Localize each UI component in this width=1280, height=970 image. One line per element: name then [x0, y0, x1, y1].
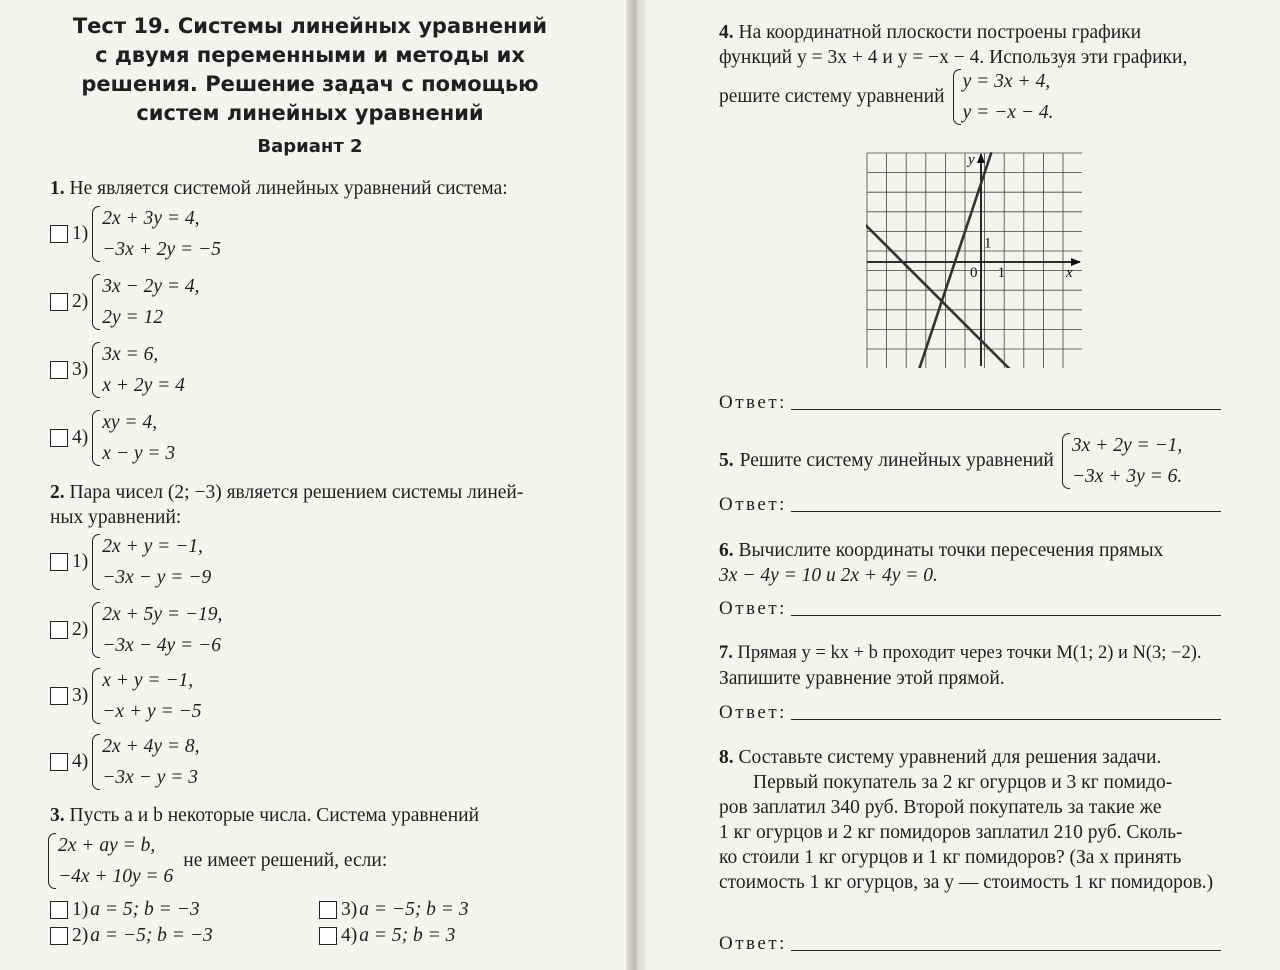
question-text: решите систему уравнений	[719, 86, 945, 107]
option-label: 1)	[72, 223, 89, 244]
title-line: систем линейных уравнений	[136, 101, 484, 125]
option-label: 2)	[72, 291, 89, 312]
equation-system	[953, 66, 1054, 128]
test-title	[40, 12, 580, 128]
q4-system-row	[719, 66, 1053, 128]
equation: −4x + 10y = 6	[58, 866, 174, 887]
answer-label: Ответ:	[719, 598, 787, 619]
equation-system	[92, 599, 222, 661]
question-1	[50, 176, 508, 201]
equation-system	[92, 531, 211, 593]
equation-system	[92, 203, 221, 265]
equation: x + 2y = 4	[102, 375, 185, 396]
equation: x − y = 3	[102, 443, 176, 464]
q1-option-3[interactable]	[50, 339, 185, 401]
brace-icon	[92, 206, 100, 262]
answer-line[interactable]	[791, 408, 1221, 410]
answer-line[interactable]	[791, 718, 1221, 720]
answer-label: Ответ:	[719, 392, 787, 413]
question-6	[719, 538, 1239, 588]
equation-system	[1062, 430, 1182, 492]
question-2	[50, 480, 590, 530]
q2-option-4[interactable]	[50, 731, 200, 793]
y-axis-arrow-icon	[977, 153, 985, 163]
equation: xy = 4,	[102, 412, 158, 433]
question-number: 8.	[719, 747, 734, 768]
option-label: 4)	[72, 751, 89, 772]
answer-line[interactable]	[791, 949, 1221, 951]
question-text: На координатной плоскости построены графики	[738, 22, 1142, 43]
equation-system	[92, 271, 199, 333]
option-text: a = 5; b = −3	[90, 899, 200, 920]
brace-icon	[92, 342, 100, 398]
question-number: 4.	[719, 22, 734, 43]
title-line: решения. Решение задач с помощью	[81, 72, 539, 96]
q7-answer-row	[719, 702, 1221, 724]
answer-label: Ответ:	[719, 933, 787, 954]
y-unit-label: 1	[984, 235, 992, 252]
question-text: Первый покупатель за 2 кг огурцов и 3 кг помидо-	[753, 772, 1173, 793]
origin-label: 0	[970, 265, 978, 281]
brace-icon	[48, 833, 56, 889]
equation: −3x + 2y = −5	[102, 239, 221, 260]
equation: 2x + y = −1,	[102, 536, 203, 557]
question-4	[719, 20, 1239, 70]
question-number: 2.	[50, 482, 65, 503]
option-label: 4)	[341, 925, 358, 946]
equation: 3x + 2y = −1,	[1071, 435, 1183, 456]
variant-label: Вариант 2	[257, 136, 363, 157]
question-text: стоимость 1 кг огурцов, за y — стоимость 1 кг помидоров.)	[719, 872, 1214, 893]
question-number: 3.	[50, 805, 65, 826]
checkbox[interactable]	[50, 753, 68, 771]
q2-option-2[interactable]	[50, 599, 222, 661]
checkbox[interactable]	[50, 361, 68, 379]
equation: −3x − 4y = −6	[102, 635, 221, 656]
question-text: ко стоили 1 кг огурцов и 1 кг помидоров? (За x принять	[719, 847, 1182, 868]
checkbox[interactable]	[50, 901, 68, 919]
equation: y = 3x + 4,	[962, 71, 1051, 92]
answer-line[interactable]	[791, 510, 1221, 512]
equation: −3x − y = 3	[102, 767, 199, 788]
equation: 2x + ay = b,	[58, 835, 156, 856]
option-label: 3)	[72, 359, 89, 380]
equation: 3x = 6,	[102, 344, 159, 365]
option-text: a = −5; b = 3	[359, 899, 469, 920]
checkbox[interactable]	[319, 927, 337, 945]
checkbox[interactable]	[50, 429, 68, 447]
question-text: функций y = 3x + 4 и y = −x − 4. Используя эти графики,	[719, 47, 1188, 68]
question-8	[719, 745, 1249, 895]
q3-option-1[interactable]	[50, 899, 200, 921]
question-text: ров заплатил 340 руб. Второй покупатель за такие же	[719, 797, 1162, 818]
equation: 2x + 4y = 8,	[102, 736, 200, 757]
question-5	[719, 430, 1182, 492]
brace-icon	[92, 274, 100, 330]
brace-icon	[1062, 433, 1070, 489]
brace-icon	[92, 668, 100, 724]
equation: x + y = −1,	[102, 670, 194, 691]
question-text: Решите систему линейных уравнений	[739, 450, 1054, 471]
title-line: Тест 19. Системы линейных уравнений	[72, 14, 548, 38]
brace-icon	[92, 602, 100, 658]
equation: y = −x − 4.	[962, 102, 1054, 123]
coordinate-graph	[866, 152, 1082, 368]
option-text: a = 5; b = 3	[359, 925, 456, 946]
question-text: Не является системой линейных уравнений система:	[69, 178, 508, 199]
q1-option-4[interactable]	[50, 407, 175, 469]
y-axis-label: y	[968, 152, 975, 168]
question-text: Пара чисел (2; −3) является решением системы линей-	[69, 482, 524, 503]
q5-answer-row	[719, 494, 1221, 516]
question-number: 5.	[719, 450, 734, 471]
option-label: 2)	[72, 619, 89, 640]
option-label: 4)	[72, 427, 89, 448]
q3-option-3[interactable]	[319, 899, 469, 921]
book-gutter	[626, 0, 646, 970]
q4-answer-row	[719, 392, 1221, 414]
equation: 3x − 2y = 4,	[102, 276, 200, 297]
question-3	[50, 803, 590, 828]
q3-option-4[interactable]	[319, 925, 455, 947]
q1-option-1[interactable]	[50, 203, 221, 265]
question-number: 6.	[719, 540, 734, 561]
equation-system	[92, 339, 185, 401]
question-condition: не имеет решений, если:	[183, 850, 388, 871]
x-axis-label: x	[1066, 265, 1073, 281]
equation: −3x − y = −9	[102, 567, 212, 588]
option-text: a = −5; b = −3	[90, 925, 213, 946]
question-text: 3x − 4y = 10 и 2x + 4y = 0.	[719, 565, 938, 586]
question-text: 1 кг огурцов и 2 кг помидоров заплатил 210 руб. Сколь-	[719, 822, 1183, 843]
q2-option-1[interactable]	[50, 531, 211, 593]
brace-icon	[953, 69, 961, 125]
answer-line[interactable]	[791, 614, 1221, 616]
option-label: 2)	[72, 925, 89, 946]
checkbox[interactable]	[50, 687, 68, 705]
checkbox[interactable]	[50, 621, 68, 639]
brace-icon	[92, 534, 100, 590]
checkbox[interactable]	[319, 901, 337, 919]
option-label: 3)	[72, 685, 89, 706]
equation-system	[48, 830, 173, 892]
q8-answer-row	[719, 933, 1221, 955]
equation: −3x + 3y = 6.	[1071, 466, 1183, 487]
question-text: Пусть a и b некоторые числа. Система уравнений	[69, 805, 480, 826]
answer-label: Ответ:	[719, 702, 787, 723]
q6-answer-row	[719, 598, 1221, 620]
equation-system	[92, 665, 201, 727]
checkbox[interactable]	[50, 293, 68, 311]
option-label: 3)	[341, 899, 358, 920]
equation: −x + y = −5	[102, 701, 202, 722]
question-text: Вычислите координаты точки пересечения прямых	[738, 540, 1164, 561]
brace-icon	[92, 734, 100, 790]
equation: 2y = 12	[102, 307, 164, 328]
question-text: ных уравнений:	[50, 507, 182, 528]
option-label: 1)	[72, 899, 89, 920]
equation-system	[92, 407, 175, 469]
grid	[867, 153, 1082, 368]
title-line: с двумя переменными и методы их	[95, 43, 525, 67]
equation: 2x + 3y = 4,	[102, 208, 200, 229]
q3-option-2[interactable]	[50, 925, 213, 947]
equation-system	[92, 731, 199, 793]
question-7	[719, 641, 1249, 691]
checkbox[interactable]	[50, 553, 68, 571]
q1-option-2[interactable]	[50, 271, 200, 333]
checkbox[interactable]	[50, 225, 68, 243]
q2-option-3[interactable]	[50, 665, 201, 727]
question-number: 1.	[50, 178, 65, 199]
question-text: Составьте систему уравнений для решения задачи.	[738, 747, 1162, 768]
x-unit-label: 1	[997, 265, 1006, 281]
checkbox[interactable]	[50, 927, 68, 945]
equation: 2x + 5y = −19,	[102, 604, 223, 625]
question-number: 7.	[719, 643, 733, 663]
answer-label: Ответ:	[719, 494, 787, 515]
question-text: Прямая y = kx + b проходит через точки M(1; 2) и N(3; −2).	[737, 643, 1202, 663]
brace-icon	[92, 410, 100, 466]
option-label: 1)	[72, 551, 89, 572]
question-text: Запишите уравнение этой прямой.	[719, 668, 1005, 689]
q3-system-row	[46, 830, 387, 892]
